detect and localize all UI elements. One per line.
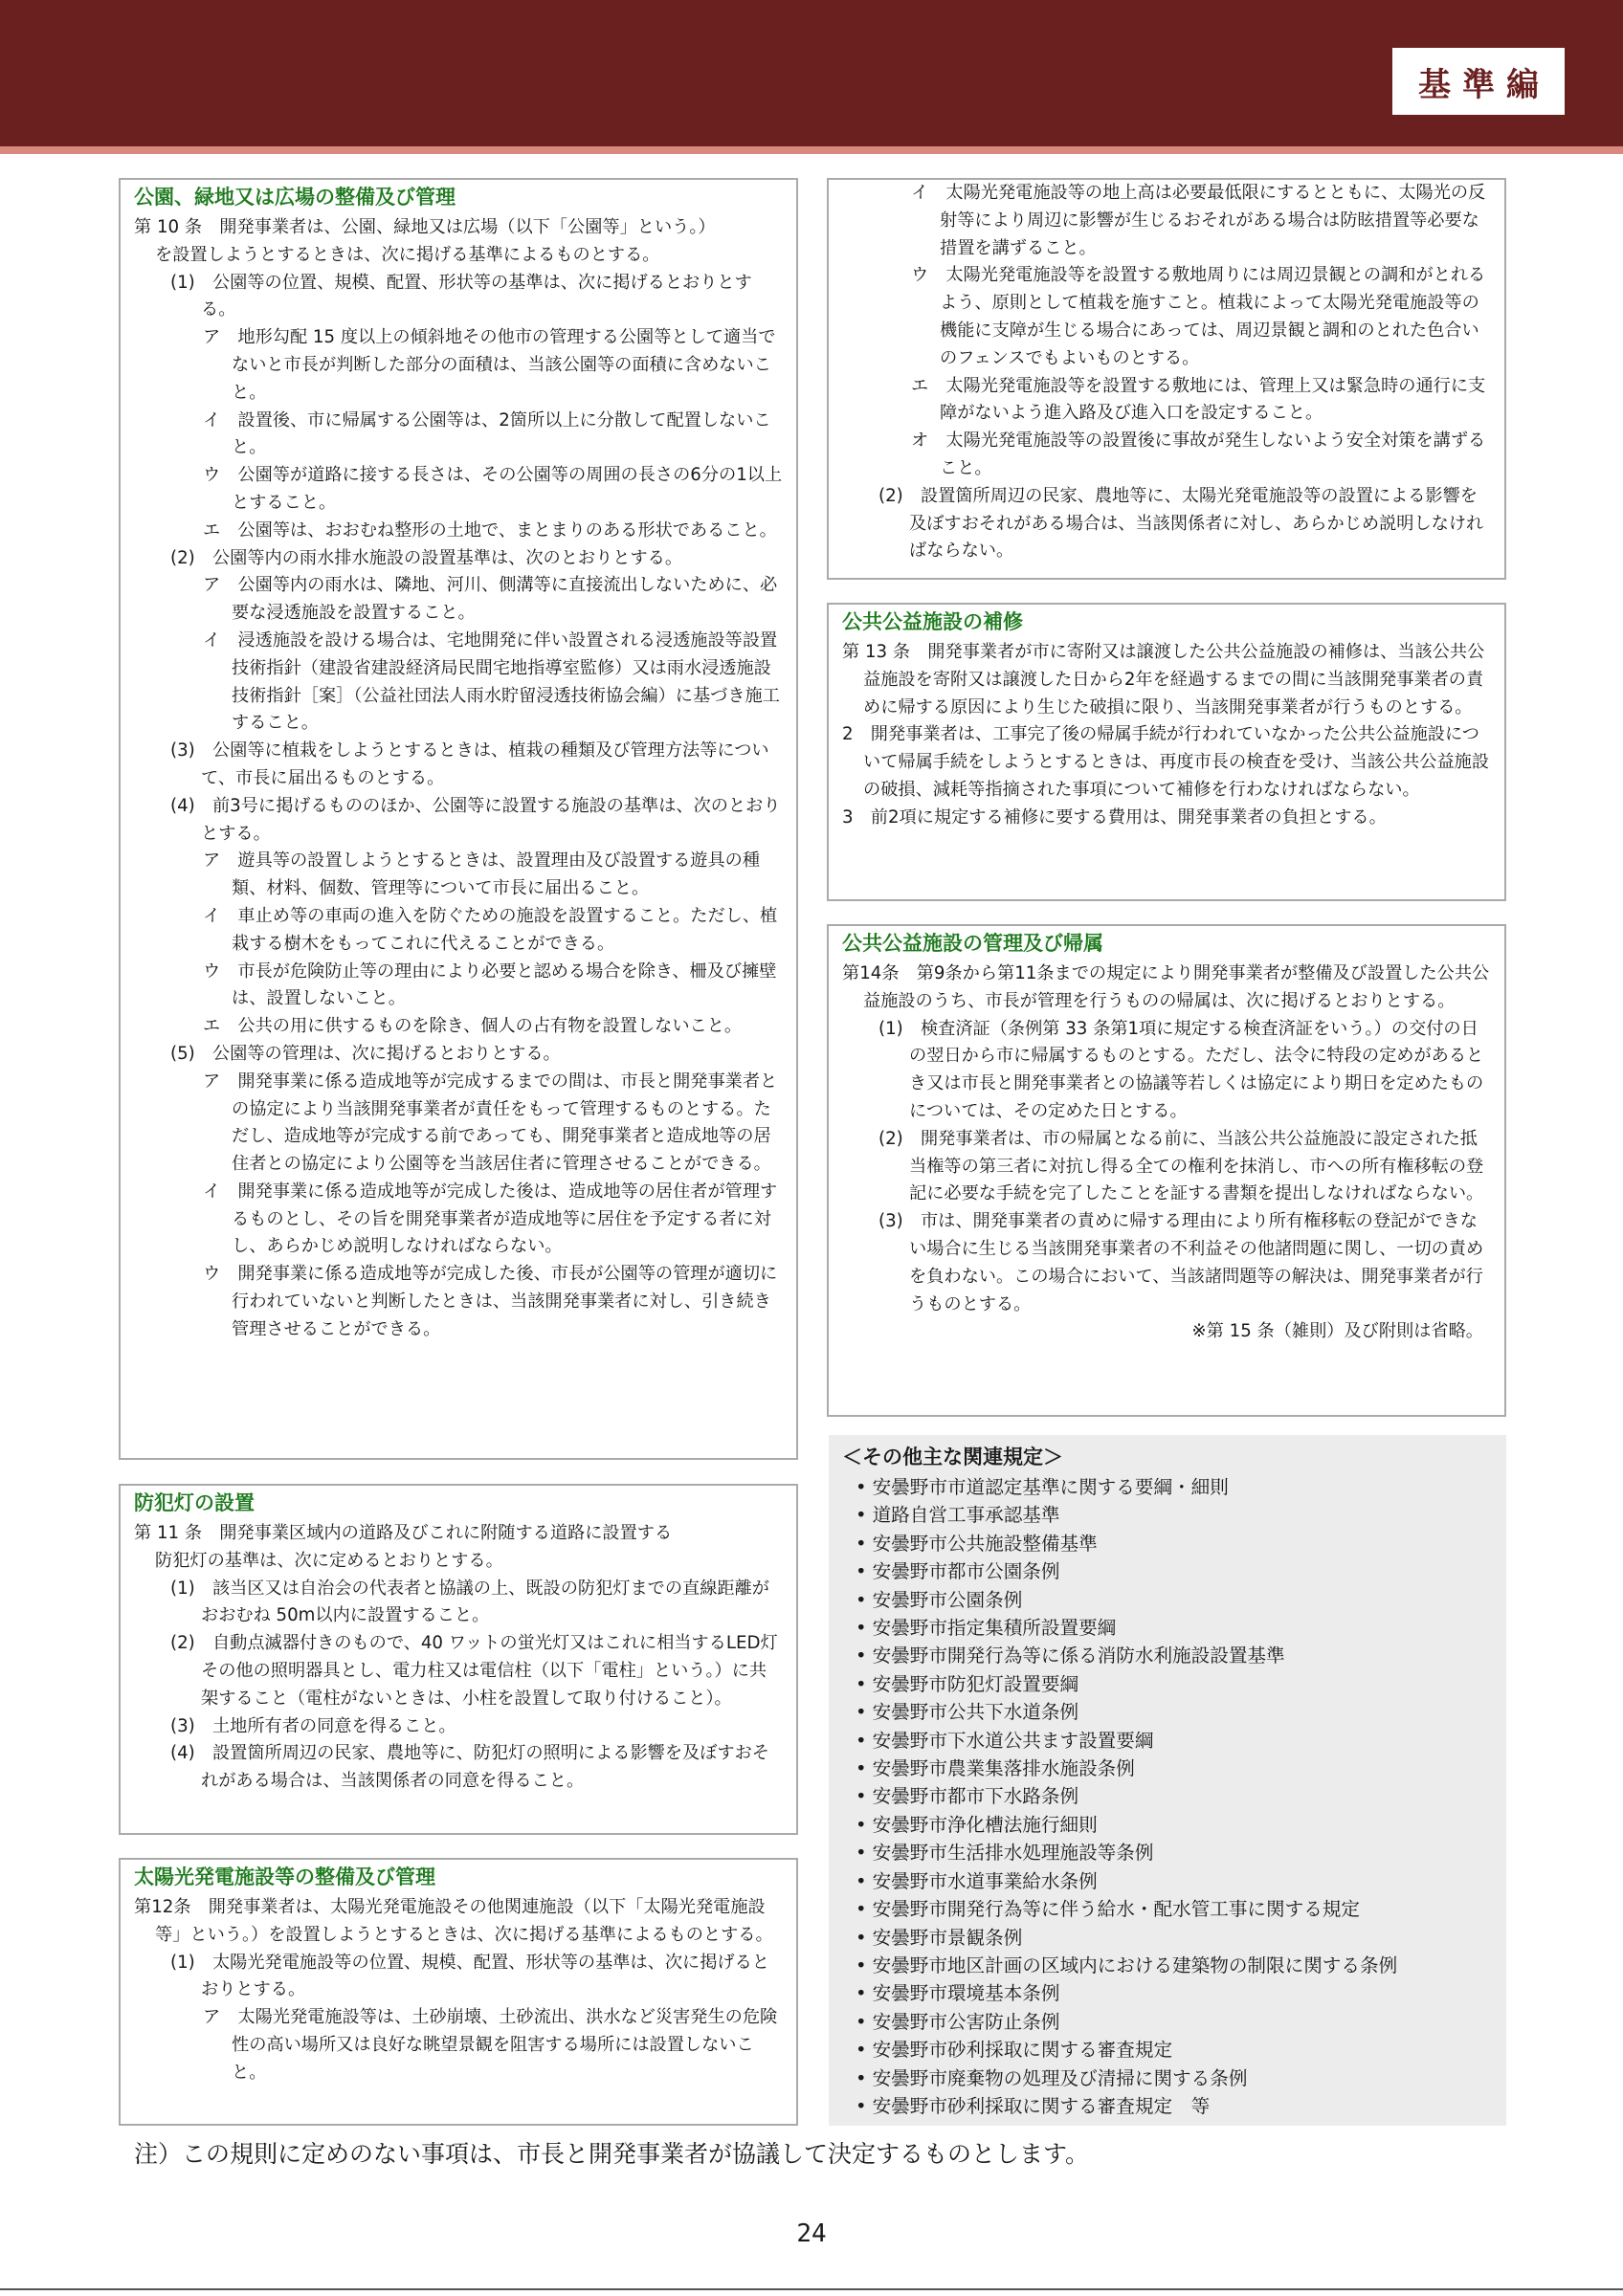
bullet-icon: • (856, 1982, 867, 2005)
related-rule-item (842, 1782, 1493, 1810)
bullet-icon: • (856, 1617, 867, 1640)
clause-line: イ 設置後、市に帰属する公園等は、2箇所以上に分散して配置しないこと。 (203, 409, 771, 458)
related-rule-item (842, 1727, 1493, 1755)
related-rule-item (842, 1755, 1493, 1782)
box-park-body (134, 214, 783, 1344)
related-rule-label: 安曇野市水道事業給水条例 (872, 1869, 1098, 1892)
clause-line: ウ 開発事業に係る造成地等が完成した後、市長が公園等の管理が適切に行われていないと判断したときは、当該開発事業者に対し、引き続き管理させることができる。 (203, 1264, 778, 1339)
related-rule-label: 安曇野市開発行為等に伴う給水・配水管工事に関する規定 (872, 1898, 1360, 1921)
box-solar-continued (827, 178, 1506, 580)
related-rule-item (842, 2064, 1493, 2092)
related-rule-item (842, 1670, 1493, 1698)
clause-line: ア 太陽光発電施設等は、土砂崩壊、土砂流出、洪水など災害発生の危険性の高い場所又は良好な眺望景観を阻害する場所には設置しないこと。 (203, 2007, 778, 2083)
related-rule-item (842, 1614, 1493, 1642)
section-badge: 基準編 (1392, 48, 1565, 115)
related-rule-label: 安曇野市廃棄物の処理及び清掃に関する条例 (872, 2066, 1248, 2089)
box-solar-continued-body (842, 180, 1491, 565)
clause-line: ア 遊具等の設置しようとするときは、設置理由及び設置する遊具の種類、材料、個数、管理等について市長に届出ること。 (203, 850, 761, 899)
clause-line: 第14条 第9条から第11条までの規定により開発事業者が整備及び設置した公共公益施設のうち、市長が管理を行うものの帰属は、次に掲げるとおりとする。 (842, 963, 1490, 1011)
box-light-title: 防犯灯の設置 (134, 1491, 255, 1514)
related-rule-item (842, 1895, 1493, 1923)
clause-line: ウ 公園等が道路に接する長さは、その公園等の周囲の長さの6分の1以上とすること。 (203, 465, 783, 513)
clause-line: ウ 太陽光発電施設等を設置する敷地周りには周辺景観との調和がとれるよう、原則として植栽を施すこと。植栽によって太陽光発電施設等の機能に支障が生じる場合にあっては、周辺景観と調和のとれた色合いのフェンスでもよいものとする。 (911, 265, 1486, 368)
box-repair (827, 603, 1506, 901)
related-rule-label: 安曇野市都市下水路条例 (872, 1785, 1079, 1808)
related-rule-label: 安曇野市浄化槽法施行細則 (872, 1813, 1098, 1836)
clause-line: 第 10 条 開発事業者は、公園、緑地又は広場（以下「公園等」という。） (134, 217, 716, 237)
bullet-icon: • (856, 1869, 867, 1892)
clause-line: (4) 前3号に掲げるもののほか、公園等に設置する施設の基準は、次のとおりとする。 (170, 795, 781, 844)
related-rule-item (842, 1501, 1493, 1529)
clause-line: 第 13 条 開発事業者が市に寄附又は譲渡した公共公益施設の補修は、当該公共公益施設を寄附又は譲渡した日から2年を経過するまでの間に当該開発事業者の責めに帰する原因により生じた破損に限り、当該開発事業者が行うものとする。 (842, 642, 1485, 718)
bullet-icon: • (856, 1588, 867, 1611)
related-rules-list (842, 1473, 1493, 2120)
bullet-icon: • (856, 1785, 867, 1808)
related-rules (829, 1435, 1506, 2126)
header-band (0, 0, 1623, 146)
clause-line: イ 浸透施設を設ける場合は、宅地開発に伴い設置される浸透施設等設置技術指針（建設省建設経済局民間宅地指導室監修）又は雨水浸透施設技術指針［案］（公益社団法人雨水貯留浸透技術協会編）に基づき施工すること。 (203, 629, 780, 734)
bullet-icon: • (856, 1532, 867, 1555)
bullet-icon: • (856, 1645, 867, 1667)
related-rule-label: 安曇野市環境基本条例 (872, 1982, 1060, 2005)
clause-line: イ 太陽光発電施設等の地上高は必要最低限にするとともに、太陽光の反射等により周辺に影響が生じるおそれがある場合は防眩措置等必要な措置を講ずること。 (911, 183, 1486, 258)
clause-line: ウ 市長が危険防止等の理由により必要と認める場合を除き、柵及び擁壁は、設置しないこと。 (203, 960, 777, 1009)
box-manage-footnote: ※第 15 条（雑則）及び附則は省略。 (1191, 1321, 1483, 1342)
related-rule-label: 安曇野市市道認定基準に関する要綱・細則 (872, 1476, 1229, 1498)
clause-line: (1) 公園等の位置、規模、配置、形状等の基準は、次に掲げるとおりとする。 (170, 272, 752, 320)
clause-line: (2) 公園等内の雨水排水施設の設置基準は、次のとおりとする。 (170, 547, 683, 568)
related-rules-title: ＜その他主な関連規定＞ (842, 1446, 1063, 1468)
related-rule-label: 安曇野市農業集落排水施設条例 (872, 1757, 1135, 1780)
bullet-icon: • (856, 1672, 867, 1695)
related-rule-item (842, 1557, 1493, 1585)
related-rule-item (842, 1979, 1493, 2007)
box-park-title: 公園、緑地又は広場の整備及び管理 (134, 186, 456, 209)
related-rule-item (842, 1867, 1493, 1895)
clause-line: イ 車止め等の車両の進入を防ぐための施設を設置すること。ただし、植栽する樹木をもってこれに代えることができる。 (203, 905, 778, 954)
bullet-icon: • (856, 1476, 867, 1498)
bullet-icon: • (856, 2039, 867, 2062)
box-solar-title: 太陽光発電施設等の整備及び管理 (134, 1866, 435, 1888)
box-repair-body (842, 639, 1491, 832)
bullet-icon: • (856, 1926, 867, 1949)
bullet-icon: • (856, 1842, 867, 1865)
related-rule-label: 安曇野市公共下水道条例 (872, 1701, 1079, 1724)
clause-line: 第12条 開発事業者は、太陽光発電施設その他関連施設（以下「太陽光発電施設等」という。）を設置しようとするときは、次に掲げる基準によるものとする。 (134, 1897, 773, 1945)
clause-line: エ 太陽光発電施設等を設置する敷地には、管理上又は緊急時の通行に支障がないよう進入路及び進入口を設定すること。 (911, 375, 1486, 424)
clause-line: (2) 開発事業者は、市の帰属となる前に、当該公共公益施設に設定された抵当権等の第三者に対抗し得る全ての権利を抹消し、市への所有権移転の登記に必要な手続を完了したことを証する書類を提出しなければならない。 (878, 1128, 1484, 1204)
header-stripe (0, 146, 1623, 154)
bullet-icon: • (856, 2094, 867, 2117)
bullet-icon: • (856, 1954, 867, 1976)
page-number: 24 (796, 2219, 827, 2248)
related-rule-label: 安曇野市地区計画の区域内における建築物の制限に関する条例 (872, 1954, 1398, 1976)
related-rule-item (842, 1811, 1493, 1839)
related-rule-label: 道路自営工事承認基準 (872, 1504, 1060, 1527)
related-rule-label: 安曇野市下水道公共ます設置要綱 (872, 1729, 1154, 1752)
clause-line: 防犯灯の基準は、次に定めるとおりとする。 (155, 1550, 503, 1571)
box-manage (827, 924, 1506, 1417)
box-solar-body (134, 1894, 783, 2087)
clause-line: を設置しようとするときは、次に掲げる基準によるものとする。 (155, 244, 660, 265)
bullet-icon: • (856, 1504, 867, 1527)
clause-line: (1) 該当区又は自治会の代表者と協議の上、既設の防犯灯までの直線距離がおおむね 50m以内に設置すること。 (170, 1578, 769, 1626)
related-rule-item (842, 1586, 1493, 1614)
bullet-icon: • (856, 1560, 867, 1583)
related-rule-item (842, 1530, 1493, 1557)
bullet-icon: • (856, 2010, 867, 2033)
related-rule-item (842, 1952, 1493, 1979)
related-rule-label: 安曇野市公園条例 (872, 1588, 1023, 1611)
related-rule-item (842, 1473, 1493, 1501)
box-repair-title: 公共公益施設の補修 (842, 610, 1023, 633)
related-rule-label: 安曇野市開発行為等に係る消防水利施設設置基準 (872, 1645, 1285, 1667)
clause-line: イ 開発事業に係る造成地等が完成した後は、造成地等の居住者が管理するものとし、その旨を開発事業者が造成地等に居住を予定する者に対し、あらかじめ説明しなければならない。 (203, 1181, 778, 1257)
clause-line: ア 公園等内の雨水は、隣地、河川、側溝等に直接流出しないために、必要な浸透施設を設置すること。 (203, 575, 778, 624)
clause-line: 第 11 条 開発事業区域内の道路及びこれに附随する道路に設置する (134, 1523, 673, 1543)
footer-note: 注）この規則に定めのない事項は、市長と開発事業者が協議して決定するものとします。 (134, 2140, 1090, 2168)
clause-line: ア 地形勾配 15 度以上の傾斜地その他市の管理する公園等として適当でないと市長が判断した部分の面積は、当該公園等の面積に含めないこと。 (203, 327, 776, 403)
clause-line: (1) 太陽光発電施設等の位置、規模、配置、形状等の基準は、次に掲げるとおりとする。 (170, 1952, 769, 2000)
box-solar (119, 1858, 798, 2126)
clause-line: エ 公園等は、おおむね整形の土地で、まとまりのある形状であること。 (203, 519, 777, 541)
clause-line: エ 公共の用に供するものを除き、個人の占有物を設置しないこと。 (203, 1016, 743, 1037)
related-rule-label: 安曇野市指定集積所設置要綱 (872, 1617, 1117, 1640)
related-rule-label: 安曇野市都市公園条例 (872, 1560, 1060, 1583)
box-manage-body (842, 960, 1491, 1318)
related-rule-item (842, 2092, 1493, 2120)
clause-line: 2 開発事業者は、工事完了後の帰属手続が行われていなかった公共公益施設について帰属手続をしようとするときは、再度市長の検査を受け、当該公共公益施設の破損、減耗等指摘された事項について補修を行わなければならない。 (842, 724, 1490, 800)
related-rule-label: 安曇野市景観条例 (872, 1926, 1023, 1949)
clause-line: ア 開発事業に係る造成地等が完成するまでの間は、市長と開発事業者との協定により当該開発事業者が責任をもって管理するものとする。ただし、造成地等が完成する前であっても、開発事業者と造成地等の居住者との協定により公園等を当該居住者に管理させることができる。 (203, 1071, 778, 1175)
clause-line: (2) 自動点滅器付きのもので、40 ワットの蛍光灯又はこれに相当するLED灯その他の照明器具とし、電力柱又は電信柱（以下「電柱」という。）に共架すること（電柱がないときは、小柱を設置して取り付けること）。 (170, 1633, 778, 1709)
box-park (119, 178, 798, 1460)
box-light-body (134, 1520, 783, 1796)
bullet-icon: • (856, 1813, 867, 1836)
related-rule-label: 安曇野市生活排水処理施設等条例 (872, 1842, 1154, 1865)
bottom-rule (0, 2288, 1623, 2290)
bullet-icon: • (856, 1701, 867, 1724)
related-rule-item (842, 1642, 1493, 1669)
related-rule-label: 安曇野市防犯灯設置要綱 (872, 1672, 1079, 1695)
related-rule-label: 安曇野市公共施設整備基準 (872, 1532, 1098, 1555)
clause-line: (2) 設置箇所周辺の民家、農地等に、太陽光発電施設等の設置による影響を及ぼすおそれがある場合は、当該関係者に対し、あらかじめ説明しなければならない。 (878, 485, 1484, 562)
bullet-icon: • (856, 2066, 867, 2089)
clause-line: オ 太陽光発電施設等の設置後に事故が発生しないよう安全対策を講ずること。 (911, 430, 1486, 478)
clause-line: (1) 検査済証（条例第 33 条第1項に規定する検査済証をいう。）の交付の日の翌日から市に帰属するものとする。ただし、法令に特段の定めがあるとき又は市長と開発事業者との協議等若しくは協定により期日を定めたものについては、その定めた日とする。 (878, 1018, 1484, 1121)
related-rule-label: 安曇野市砂利採取に関する審査規定 (872, 2039, 1173, 2062)
clause-line: (5) 公園等の管理は、次に掲げるとおりとする。 (170, 1043, 561, 1064)
clause-line: (4) 設置箇所周辺の民家、農地等に、防犯灯の照明による影響を及ぼすおそれがある場合は、当該関係者の同意を得ること。 (170, 1743, 769, 1792)
clause-line: 3 前2項に規定する補修に要する費用は、開発事業者の負担とする。 (842, 806, 1387, 828)
clause-line: (3) 土地所有者の同意を得ること。 (170, 1715, 456, 1736)
related-rule-label: 安曇野市砂利採取に関する審査規定 等 (872, 2094, 1211, 2117)
related-rule-item (842, 2008, 1493, 2036)
related-rule-item (842, 1698, 1493, 1726)
bullet-icon: • (856, 1898, 867, 1921)
bullet-icon: • (856, 1729, 867, 1752)
related-rule-item (842, 2036, 1493, 2064)
clause-line: (3) 公園等に植栽をしようとするときは、植栽の種類及び管理方法等について、市長に届出るものとする。 (170, 740, 769, 788)
box-manage-title: 公共公益施設の管理及び帰属 (842, 932, 1103, 955)
bullet-icon: • (856, 1757, 867, 1780)
related-rule-item (842, 1924, 1493, 1952)
box-light (119, 1484, 798, 1835)
related-rule-label: 安曇野市公害防止条例 (872, 2010, 1060, 2033)
related-rule-item (842, 1839, 1493, 1866)
clause-line: (3) 市は、開発事業者の責めに帰する理由により所有権移転の登記ができない場合に生じる当該開発事業者の不利益その他諸問題に関し、一切の責めを負わない。この場合において、当該諸問題等の解決は、開発事業者が行うものとする。 (878, 1211, 1484, 1314)
